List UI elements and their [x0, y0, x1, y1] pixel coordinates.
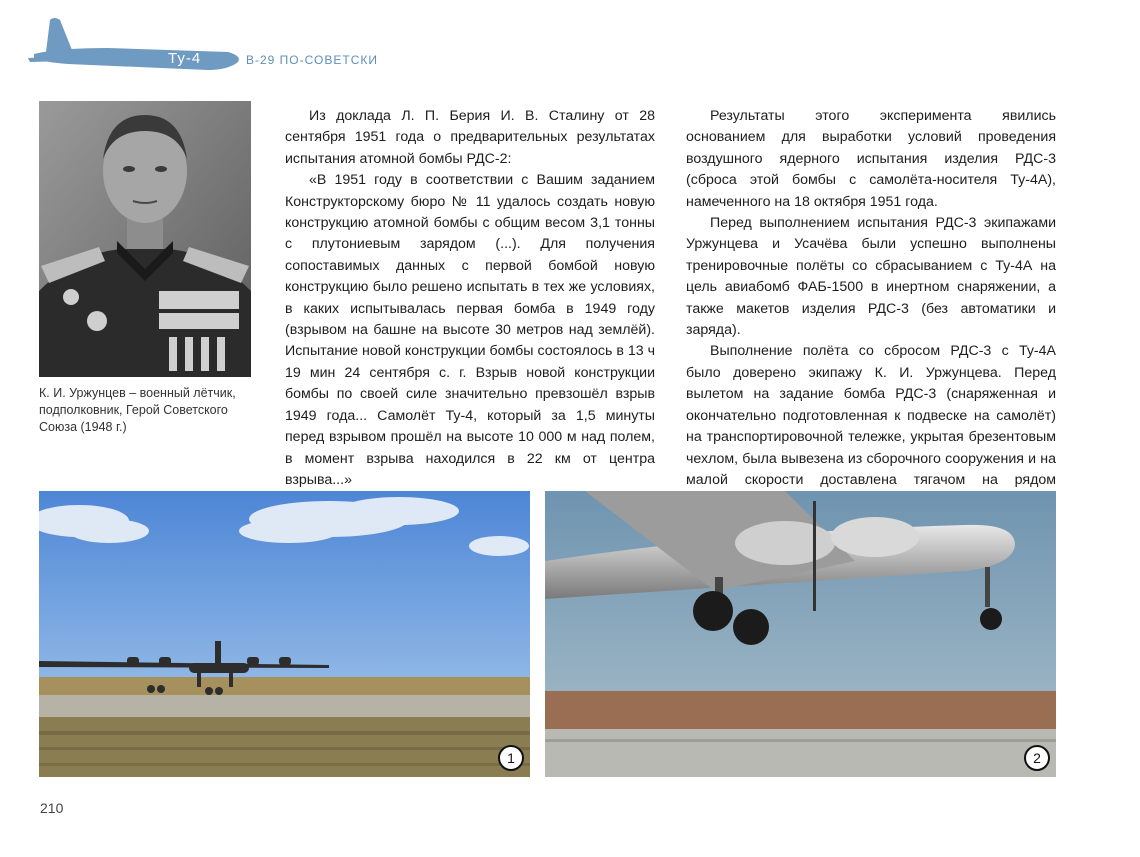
photo-plane-takeoff	[39, 491, 530, 777]
paragraph: Из доклада Л. П. Берия И. В. Сталину от 28 сентября 1951 года о предварительных результатах испытания атомной бомбы РДС-2:	[285, 108, 655, 167]
paragraph: Результаты этого эксперимента явились основанием для выработки условий проведения воздушного ядерного испытания изделия РДС-3 (сброса этой бомбы с самолёта-носителя Ту-4А), намеченного на 18 октября 1951 года.	[686, 108, 1056, 210]
text-column-1	[285, 106, 655, 491]
page-header	[0, 0, 1140, 90]
page-number: 210	[40, 800, 64, 816]
portrait-caption: К. И. Уржунцев – военный лётчик, подполковник, Герой Советского Союза (1948 г.)	[39, 386, 236, 434]
text-column-2	[686, 106, 1056, 534]
paragraph: Перед выполнением испытания РДС-3 экипажами Уржунцева и Усачёва были успешно выполнены тренировочные полёты со сбрасыванием с Ту-4А на цель авиабомб ФАБ-1500 в инертном снаряжении, а также макетов изделия РДС-3 (без автоматики и заряда).	[686, 215, 1056, 339]
photo-number-badge: 1	[498, 745, 524, 771]
portrait-photo	[39, 101, 251, 377]
paragraph: Выполнение полёта со сбросом РДС-3 с Ту-4А было доверено экипажу К. И. Уржунцева. Перед вылетом на задание бомба РДС-3 (снаряженная и окончательно подготовленная к подвеске на самолёт) на транспортировочной тележке, укрытая брезентовым чехлом, была вывезена из сборочного сооружения и на малой скорости доставлена тягачом на рядом	[686, 343, 1056, 488]
photo-number-badge: 2	[1024, 745, 1050, 771]
running-header-subtitle: B-29 ПО-СОВЕТСКИ	[246, 53, 378, 67]
running-header-title: Ту-4	[168, 50, 202, 67]
photo-plane-closeup	[545, 491, 1056, 777]
plane-silhouette-icon	[28, 14, 243, 82]
paragraph: «В 1951 году в соответствии с Вашим заданием Конструкторскому бюро № 11 удалось создать новую конструкцию атомной бомбы с общим весом 3,1 тонны с плутониевым зарядом (...). Для получения сопоставимых данных с первой бомбой новую конструкцию было решено испытать в тех же условиях, в каких испытывалась первая бомба в 1949 году (взрывом на башне на высоте 30 метров над землёй). Испытание новой конструкции бомбы состоялось в 13 ч 19 мин 24 сентября с. г. Взрыв новой конструкции бомбы по своей силе значительно превзошёл взрыв 1949 года... Самолёт Ту-4, который за 1,5 минуты перед взрывом прошёл на высоте 10 000 м над полем, в момент взрыва находился в 22 км от центра взрыва...»	[285, 172, 655, 488]
